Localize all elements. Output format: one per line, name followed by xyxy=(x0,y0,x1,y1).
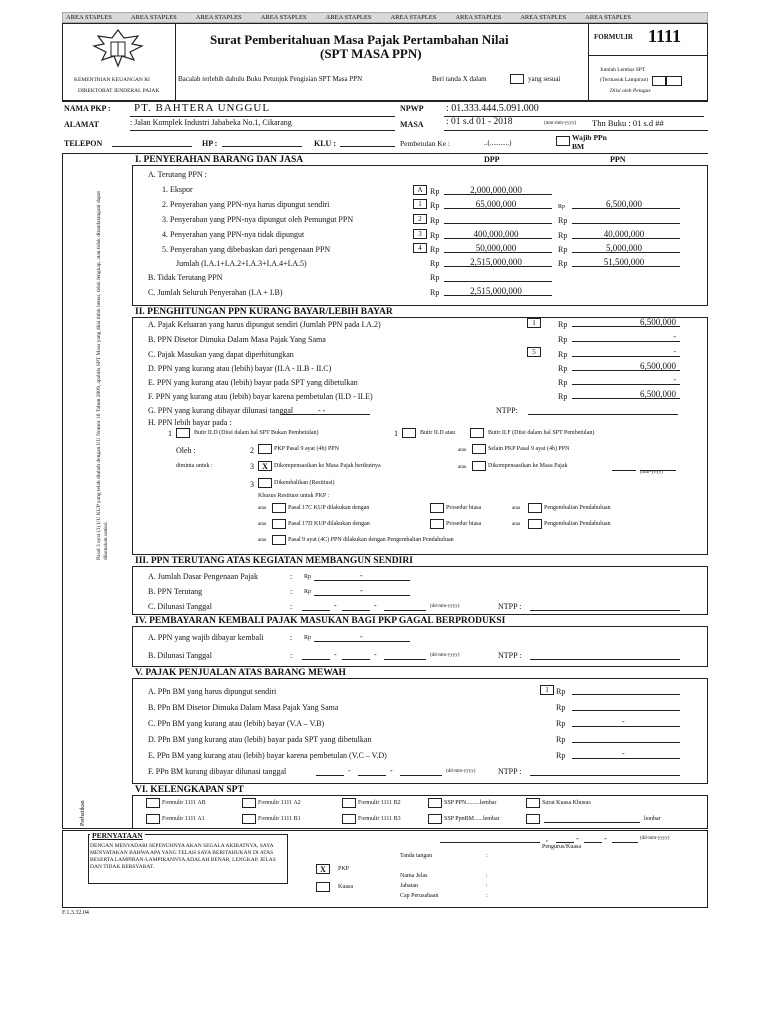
ppn-jumlah[interactable]: 51,500,000 xyxy=(572,257,680,267)
kelengkapan-lainnya-lembar: lembar xyxy=(644,816,661,822)
sec5-date-format: (dd-mm-yyyy) xyxy=(446,769,476,774)
date-dash: - xyxy=(374,650,377,659)
section-5-header: V. PAJAK PENJUALAN ATAS BARANG MEWAH xyxy=(132,666,708,679)
pasal-17d-biasa-checkbox[interactable] xyxy=(430,519,444,529)
dpp-item-4[interactable]: 400,000,000 xyxy=(444,229,552,239)
sec5-tag-1: 1 xyxy=(540,685,554,695)
selain-pkp-checkbox[interactable] xyxy=(472,444,486,454)
kelengkapan-1111b3-label: Formulir 1111 B3 xyxy=(358,816,401,822)
formulir-number: 1111 xyxy=(648,26,682,46)
sec1-b: B. Tidak Terutang PPN xyxy=(148,273,223,282)
sec1-c: C. Jumlah Seluruh Penyerahan (I.A + I.B) xyxy=(148,288,283,297)
sec2-f-value[interactable]: 6,500,000 xyxy=(572,389,680,399)
dpp-column-label: DPP xyxy=(484,155,500,164)
dikembalikan-checkbox[interactable] xyxy=(258,478,272,488)
diminta-num: 3 xyxy=(250,462,254,471)
date-dash: - xyxy=(390,766,393,775)
sec4-b: B. Dilunasi Tanggal xyxy=(148,651,212,660)
colon: : xyxy=(290,572,293,581)
wajib-ppnbm-checkbox[interactable] xyxy=(556,136,570,146)
diminta-label: diminta untuk : xyxy=(176,463,213,469)
rp-label: Rp xyxy=(558,231,568,240)
khusus-restitusi-label: Khusus Restitusi untuk PKP : xyxy=(258,493,330,499)
kelengkapan-1111b1-label: Formulir 1111 B1 xyxy=(258,816,301,822)
ministry-name: KEMENTRIAN KEUANGAN RI xyxy=(74,77,150,83)
pkp-49-checkbox[interactable] xyxy=(258,444,272,454)
instruction-mark: Beri tanda X dalam xyxy=(432,75,487,83)
tanda-tangan-label: Tanda tangan xyxy=(400,853,433,859)
pasal-17c-biasa-checkbox[interactable] xyxy=(430,503,444,513)
statement-date-format: (dd-mm-yyyy) xyxy=(640,836,670,841)
sec5-a-value[interactable] xyxy=(572,685,680,695)
rp-label: Rp xyxy=(304,635,312,641)
date-dash: - xyxy=(334,601,337,610)
pkp-signer-checkbox[interactable]: X xyxy=(316,864,330,874)
pkp-signer-label: PKP xyxy=(338,866,350,872)
atau-label: atau xyxy=(512,522,521,527)
rp-label: Rp xyxy=(430,231,440,240)
tahun-buku[interactable]: Thn Buku : 01 s.d ## xyxy=(592,118,664,128)
rp-label: Rp xyxy=(556,687,566,696)
selain-pkp-label: Selain PKP Pasal 9 ayat (4b) PPN xyxy=(488,446,570,452)
sec2-tag-5: 5 xyxy=(527,347,541,357)
sec3-date-format: (dd-mm-yyyy) xyxy=(430,604,460,609)
masa-format: (mm-mm-yyyy) xyxy=(544,121,577,126)
kelengkapan-ssp-ppnbm-label: SSP PpnBM......lembar xyxy=(444,816,500,822)
alamat-value[interactable]: : Jalan Komplek Industri Jababeka No.1, Cikarang xyxy=(130,118,292,127)
pasal-17c-label: Pasal 17C KUP dilakukan dengan xyxy=(288,505,370,511)
rp-label: Rp xyxy=(556,703,566,712)
dpp-ekspor[interactable]: 2,000,000,000 xyxy=(444,185,552,195)
rp-label: Rp xyxy=(430,288,440,297)
termasuk-lampiran-label: (Termasuk Lampiran) xyxy=(600,77,649,83)
rp-label: Rp xyxy=(304,589,312,595)
pasal-94c-checkbox[interactable] xyxy=(272,535,286,545)
sec2-a-value[interactable]: 6,500,000 xyxy=(572,317,680,327)
rp-label: Rp xyxy=(558,259,568,268)
form-title: Surat Pemberitahuan Masa Pajak Pertambahan Nilai xyxy=(210,32,509,47)
h-butir-iid-2-label: Butir II.D atau xyxy=(420,430,456,436)
sec3-a: A. Jumlah Dasar Pengenaan Pajak xyxy=(148,572,258,581)
rp-label: Rp xyxy=(558,204,566,210)
staples-labels: AREA STAPLES AREA STAPLES AREA STAPLES AREA STAPLES AREA STAPLES AREA STAPLES AREA STAPLES AREA STAPLES AREA STAPLES xyxy=(66,14,632,21)
sec5-e-value[interactable] xyxy=(572,749,680,759)
kelengkapan-1111b1-checkbox[interactable] xyxy=(242,814,256,824)
ppn-item-5[interactable]: 5,000,000 xyxy=(572,243,680,253)
cap-perusahaan-label: Cap Perusahaan xyxy=(400,893,439,899)
date-dash: - xyxy=(334,650,337,659)
atau-label: atau xyxy=(458,465,467,470)
sec5-c-value[interactable] xyxy=(572,717,680,727)
oleh-num: 2 xyxy=(250,446,254,455)
dpp-seluruh[interactable]: 2,515,000,000 xyxy=(444,286,552,296)
sec2-b: B. PPN Disetor Dimuka Dalam Masa Pajak Yang Sama xyxy=(148,335,326,344)
kelengkapan-1111b2-label: Formulir 1111 B2 xyxy=(358,800,401,806)
kelengkapan-1111a1-checkbox[interactable] xyxy=(146,814,160,824)
kuasa-signer-checkbox[interactable] xyxy=(316,882,330,892)
h-butir-iid-label: Butir II.D (Diisi dalam hal SPT Bukan Pembetulan) xyxy=(194,430,319,436)
pkp-49-label: PKP Pasal 9 ayat (4b) PPN xyxy=(274,446,339,452)
ppn-item-2[interactable]: 6,500,000 xyxy=(572,199,680,209)
rp-label: Rp xyxy=(556,751,566,760)
kompensasi-label: Dikompensasikan ke Masa Pajak berikutnya xyxy=(274,463,381,469)
sec3-c: C. Dilunasi Tanggal xyxy=(148,602,212,611)
sec2-c: C. Pajak Masukan yang dapat diperhitungkan xyxy=(148,350,294,359)
masa-value[interactable]: : 01 s.d 01 - 2018 xyxy=(446,117,513,127)
sec2-d: D. PPN yang kurang atau (lebih) bayar (II.A - II.B - II.C) xyxy=(148,364,332,373)
diisi-petugas-label: Diisi oleh Petugas xyxy=(610,88,651,94)
kompensasi-2-label: Dikompensasikan ke Masa Pajak xyxy=(488,463,568,469)
kompensasi-checkbox[interactable]: X xyxy=(258,461,272,471)
alamat-label: ALAMAT xyxy=(64,120,99,129)
rp-label: Rp xyxy=(430,187,440,196)
sec4-a: A. PPN yang wajib dibayar kembali xyxy=(148,633,264,642)
h-butir-iif-label: Butir II.F (Diisi dalam hal SPT Pembetulan) xyxy=(488,430,595,436)
colon: : xyxy=(486,873,488,879)
date-comma: , xyxy=(546,834,548,843)
rp-label: Rp xyxy=(430,216,440,225)
rp-label: Rp xyxy=(430,245,440,254)
pasal-94c-label: Pasal 9 ayat (4C) PPN dilakukan dengan Pengembalian Pendahuluan xyxy=(288,537,454,543)
sec5-d: D. PPn BM yang kurang atau (lebih) bayar pada SPT yang dibetulkan xyxy=(148,735,372,744)
rp-label: Rp xyxy=(304,574,312,580)
kelengkapan-surat-kuasa-checkbox[interactable] xyxy=(526,798,540,808)
sec2-tag-1: 1 xyxy=(527,318,541,328)
sec2-g: G. PPN yang kurang dibayar dilunasi tanggal xyxy=(148,406,294,415)
ppn-item-4[interactable]: 40,000,000 xyxy=(572,229,680,239)
section-3-header: III. PPN TERUTANG ATAS KEGIATAN MEMBANGUN SENDIRI xyxy=(132,554,708,567)
sec5-e-dash: - xyxy=(622,749,625,758)
kelengkapan-surat-kuasa-label: Surat Kuasa Khusus xyxy=(542,800,591,806)
sec5-b: B. PPn BM Disetor Dimuka Dalam Masa Pajak Yang Sama xyxy=(148,703,339,712)
pasal-17c-pendahuluan-label: Pengembalian Pendahuluan xyxy=(544,505,611,511)
h-butir-iif-checkbox[interactable] xyxy=(470,428,484,438)
colon: : xyxy=(486,853,488,859)
section-1-header: I. PENYERAHAN BARANG DAN JASA xyxy=(132,153,708,166)
sec5-e: E. PPn BM yang kurang atau (lebih) bayar karena pembetulan (V.C – V.D) xyxy=(148,751,387,760)
nama-pkp-label: NAMA PKP : xyxy=(64,104,111,113)
pasal-17d-checkbox[interactable] xyxy=(272,519,286,529)
jumlah-lembar-label: Jumlah Lembar SPT xyxy=(600,67,646,73)
rp-label: Rp xyxy=(558,350,568,359)
directorate-name: DIREKTORAT JENDERAL PAJAK xyxy=(78,88,160,94)
telepon-label: TELEPON xyxy=(64,139,103,148)
rp-label: Rp xyxy=(558,320,568,329)
sec1-item-5: 5. Penyerahan yang dibebaskan dari pengenaan PPN xyxy=(162,245,331,254)
atau-label: atau xyxy=(458,448,467,453)
h-butir-iid-num-2: 1 xyxy=(394,429,398,438)
sec4-date-format: (dd-mm-yyyy) xyxy=(430,653,460,658)
sec3-b-dash: - xyxy=(360,586,363,595)
colon: : xyxy=(290,651,293,660)
ppn-column-label: PPN xyxy=(610,155,626,164)
dpp-item-3[interactable] xyxy=(444,214,552,224)
dikembalikan-num: 3 xyxy=(250,480,254,489)
kelengkapan-1111b2-checkbox[interactable] xyxy=(342,798,356,808)
sec2-d-value[interactable]: 6,500,000 xyxy=(572,361,680,371)
formulir-label: FORMULIR xyxy=(594,33,633,41)
rp-label: Rp xyxy=(556,735,566,744)
pasal-17c-checkbox[interactable] xyxy=(272,503,286,513)
h-butir-iid-num: 1 xyxy=(168,429,172,438)
sec2-ntpp: NTPP: xyxy=(496,406,518,415)
atau-label: atau xyxy=(258,538,267,543)
jabatan-label: Jabatan xyxy=(400,883,418,889)
colon: : xyxy=(290,602,293,611)
kelengkapan-1111ab-label: Formulir 1111 AB xyxy=(162,800,206,806)
sec1-tag-1: 1 xyxy=(413,199,427,209)
sec1-jumlah: Jumlah (I.A.1+I.A.2+I.A.3+I.A.4+I.A.5) xyxy=(176,259,307,268)
ppn-item-3[interactable] xyxy=(572,214,680,224)
sec1-tag-a: A xyxy=(413,185,427,195)
sec2-e: E. PPN yang kurang atau (lebih) bayar pada SPT yang dibetulkan xyxy=(148,378,358,387)
sec3-a-dash: - xyxy=(360,571,363,580)
sec1-tag-2: 2 xyxy=(413,214,427,224)
sec5-a: A. PPn BM yang harus dipungut sendiri xyxy=(148,687,277,696)
sec1-ekspor: 1. Ekspor xyxy=(162,185,193,194)
atau-label: atau xyxy=(512,506,521,511)
sec2-e-value[interactable]: - xyxy=(572,375,680,385)
dpp-item-5[interactable]: 50,000,000 xyxy=(444,243,552,253)
hp-label: HP : xyxy=(202,139,218,148)
atau-label: atau xyxy=(258,522,267,527)
pengurus-kuasa-label: Pengurus/Kuasa xyxy=(542,844,581,850)
sec1-a: A. Terutang PPN : xyxy=(148,170,207,179)
sec5-b-value[interactable] xyxy=(572,701,680,711)
rp-label: Rp xyxy=(558,245,568,254)
sec4-ntpp: NTPP : xyxy=(498,651,522,660)
sec3-ntpp: NTPP : xyxy=(498,602,522,611)
sec2-c-value[interactable]: - xyxy=(572,347,680,357)
section-6-header: VI. KELENGKAPAN SPT xyxy=(132,783,708,796)
date-dash: - xyxy=(374,601,377,610)
sec2-g-dash: - - xyxy=(318,406,326,415)
sec5-d-value[interactable] xyxy=(572,733,680,743)
nama-pkp-value[interactable]: PT. BAHTERA UNGGUL xyxy=(134,102,271,114)
date-dash: - xyxy=(348,766,351,775)
sec1-tag-4: 4 xyxy=(413,243,427,253)
h-butir-iid-checkbox[interactable] xyxy=(176,428,190,438)
dpp-tidak-terutang[interactable] xyxy=(444,272,552,282)
sec2-f: F. PPN yang kurang atau (lebih) bayar karena pembetulan (II.D - II.E) xyxy=(148,392,373,401)
dpp-jumlah[interactable]: 2,515,000,000 xyxy=(444,257,552,267)
rp-label: Rp xyxy=(430,201,440,210)
kelengkapan-ssp-ppnbm-checkbox[interactable] xyxy=(428,814,442,824)
date-dash: - xyxy=(604,834,607,843)
section-4-header: IV. PEMBAYARAN KEMBALI PAJAK MASUKAN BAGI PKP GAGAL BERPRODUKSI xyxy=(132,614,708,627)
pasal-17c-biasa-label: Prosedur biasa xyxy=(446,505,482,511)
klu-label: KLU : xyxy=(314,139,336,148)
sec2-b-value[interactable]: - xyxy=(572,332,680,342)
sec1-item-2: 2. Penyerahan yang PPN-nya harus dipungut sendiri xyxy=(162,200,330,209)
dpp-item-2[interactable]: 65,000,000 xyxy=(444,199,552,209)
oleh-label: Oleh : xyxy=(176,446,196,455)
pasal-17d-pendahuluan-label: Pengembalian Pendahuluan xyxy=(544,521,611,527)
sec3-b: B. PPN Terutang xyxy=(148,587,203,596)
kelengkapan-lainnya-checkbox[interactable] xyxy=(526,814,540,824)
pembetulan-value[interactable]: ..(...........) xyxy=(484,139,512,147)
date-dash: - xyxy=(576,834,579,843)
colon: : xyxy=(486,893,488,899)
h-butir-iid-2-checkbox[interactable] xyxy=(402,428,416,438)
sec1-item-3: 3. Penyerahan yang PPN-nya dipungut oleh Pemungut PPN xyxy=(162,215,354,224)
kelengkapan-ssp-ppn-label: SSP PPN.........lembar xyxy=(444,800,497,806)
pembetulan-label: Pembetulan Ke : xyxy=(400,139,450,148)
sec5-c-dash: - xyxy=(622,717,625,726)
sec5-c: C. PPn BM yang kurang atau (lebih) bayar (V.A – V.B) xyxy=(148,719,325,728)
rp-label: Rp xyxy=(430,259,440,268)
pernyataan-text: DENGAN MENYADARI SEPENUHNYA AKAN SEGALA AKIBATNYA, SAYA MENYATAKAN BAHWA APA YANG TELAH SAYA BERITAHUKAN DI ATAS BESERTA LAMPIRAN-LAMPIRANNYA ADALAH BENAR, LENGKAP, JELAS DAN TIDAK BERSYARAT. xyxy=(90,843,276,870)
garuda-logo-icon xyxy=(90,28,146,70)
sec5-f: F. PPn BM kurang dibayar dilunasi tanggal xyxy=(148,767,287,776)
instruction-checkbox xyxy=(510,74,524,84)
vertical-note: Pasal 3 ayat (3) UU KUP yang telah diubah dengan UU Nomor 16 Tahun 2009, apabila SPT Masa yang diisi tidak benar, tidak lengkap, atau tidak ditandatangani dapat dikenakan sanksi xyxy=(96,191,109,560)
kelengkapan-1111a2-checkbox[interactable] xyxy=(242,798,256,808)
atau-label: atau xyxy=(258,506,267,511)
kelengkapan-1111a1-label: Formulir 1111 A1 xyxy=(162,816,205,822)
jumlah-lembar-box-1[interactable] xyxy=(652,76,666,86)
kelengkapan-1111b3-checkbox[interactable] xyxy=(342,814,356,824)
kompensasi-2-format: (mm-yyyy) xyxy=(640,470,663,475)
npwp-value[interactable]: : 01.333.444.5.091.000 xyxy=(446,103,539,114)
dikembalikan-label: Dikembalikan (Restitusi) xyxy=(274,480,335,486)
rp-label: Rp xyxy=(556,719,566,728)
pasal-17d-pendahuluan-checkbox[interactable] xyxy=(528,519,542,529)
pasal-17c-pendahuluan-checkbox[interactable] xyxy=(528,503,542,513)
wajib-ppnbm-label: Wajib PPn xyxy=(572,133,607,142)
rp-label: Rp xyxy=(558,364,568,373)
sec4-a-dash: - xyxy=(360,632,363,641)
sec5-ntpp: NTPP : xyxy=(498,767,522,776)
jumlah-lembar-box-2[interactable] xyxy=(666,76,682,86)
kompensasi-2-checkbox[interactable] xyxy=(472,461,486,471)
kelengkapan-1111a2-label: Formulir 1111 A2 xyxy=(258,800,301,806)
rp-label: Rp xyxy=(558,335,568,344)
colon: : xyxy=(290,587,293,596)
instruction-text: Bacalah terlebih dahulu Buku Petunjuk Pengisian SPT Masa PPN xyxy=(178,75,363,83)
kelengkapan-ssp-ppn-checkbox[interactable] xyxy=(428,798,442,808)
rp-label: Rp xyxy=(558,216,568,225)
instruction-end: yang sesuai xyxy=(528,75,561,83)
rp-label: Rp xyxy=(430,273,440,282)
form-code: F.1.3.32.04 xyxy=(62,910,89,916)
colon: : xyxy=(486,883,488,889)
wajib-ppnbm-label-2: BM xyxy=(572,142,585,151)
kuasa-signer-label: Kuasa xyxy=(338,884,353,890)
pasal-17d-label: Pasal 17D KUP dilakukan dengan xyxy=(288,521,370,527)
rp-label: Rp xyxy=(558,378,568,387)
pasal-17d-biasa-label: Prosedur biasa xyxy=(446,521,482,527)
kelengkapan-1111ab-checkbox[interactable] xyxy=(146,798,160,808)
section-2-header: II. PENGHITUNGAN PPN KURANG BAYAR/LEBIH BAYAR xyxy=(132,305,708,318)
sec2-h: H. PPN lebih bayar pada : xyxy=(148,418,232,427)
form-subtitle: (SPT MASA PPN) xyxy=(320,46,422,61)
nama-jelas-label: Nama Jelas xyxy=(400,873,428,879)
rp-label: Rp xyxy=(558,392,568,401)
sec1-tag-3: 3 xyxy=(413,229,427,239)
masa-label: MASA xyxy=(400,120,424,129)
npwp-label: NPWP xyxy=(400,104,424,113)
perhatikan-note: Perhatikan xyxy=(80,800,86,826)
sec2-a: A. Pajak Keluaran yang harus dipungut sendiri (Jumlah PPN pada I.A.2) xyxy=(148,320,381,329)
sec1-item-4: 4. Penyerahan yang PPN-nya tidak dipungut xyxy=(162,230,305,239)
colon: : xyxy=(290,633,293,642)
pernyataan-title: PERNYATAAN xyxy=(92,831,143,840)
